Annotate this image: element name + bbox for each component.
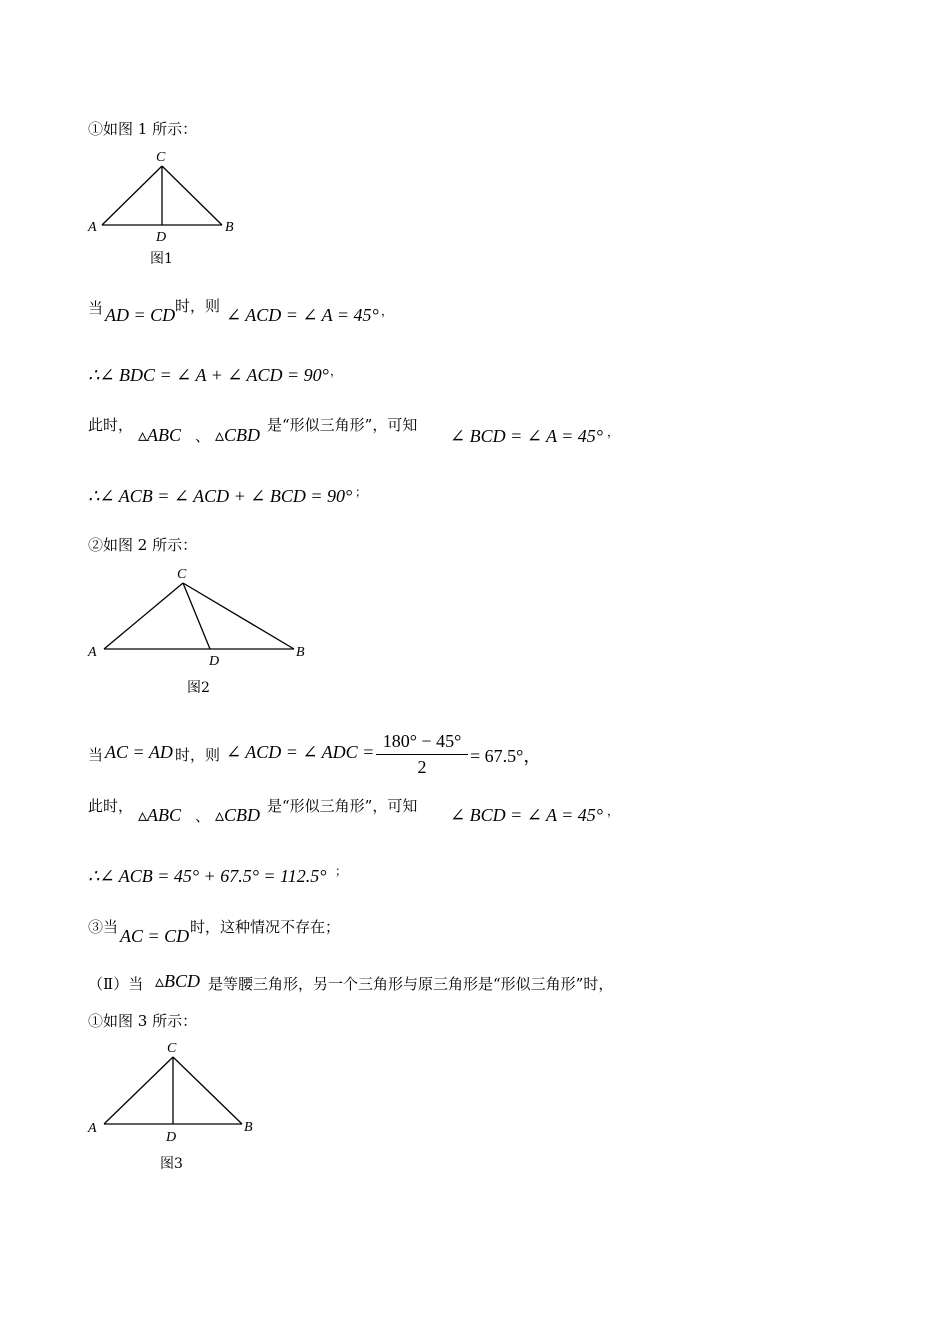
fig2-label-d: D [209,654,220,669]
line5-eq: ∠ ACD = ∠ ADC = [226,742,375,762]
line4-end: ； [355,485,368,499]
line4-eq: ∴∠ ACB = ∠ ACD + ∠ BCD = 90° [88,486,353,506]
fig1-label-b: B [225,220,234,235]
fig3-label-a: A [88,1121,97,1136]
line8-mid: 时，这种情况不存在； [190,918,341,936]
line8-cond: AC = CD [120,926,190,946]
fig2-label-c: C [177,567,187,582]
line1-end: ， [381,304,394,318]
line5-result: = 67.5°， [470,746,542,766]
line6-end: ， [607,804,620,818]
fig2-caption: 图2 [187,680,210,696]
fig2-intro: ②如图 2 所示： [88,536,198,554]
line6-eq: ∠ BCD = ∠ A = 45° [450,805,603,825]
fig1-label-d: D [156,230,167,245]
figure-3 [82,1036,272,1152]
line6-triangle-abc: ▵ABC [138,805,182,825]
line5-pre: 当 [88,746,104,764]
fig3-caption: 图3 [160,1156,183,1172]
figure-2 [82,562,322,674]
fig2-label-b: B [296,645,305,660]
line2-eq: ∴∠ BDC = ∠ A + ∠ ACD = 90° [88,365,329,385]
line5-cond: AC = AD [105,742,173,762]
line3-triangle-cbd: ▵CBD [215,425,261,445]
line6-pre: 此时， [88,797,134,815]
line7-eq: ∴∠ ACB = 45° + 67.5° = 112.5° [88,866,327,886]
line6-mid: 是“形似三角形”，可知 [267,797,418,815]
line9-rest: 是等腰三角形，另一个三角形与原三角形是“形似三角形”时， [208,975,614,993]
line3-triangle-abc: ▵ABC [138,425,182,445]
line8-pre: ③当 [88,918,119,936]
fig3-label-d: D [166,1130,177,1145]
line1-pre: 当 [88,299,104,317]
line2-end: ， [330,364,343,378]
fig1-label-c: C [156,150,166,165]
line7-end: ； [335,864,348,878]
line1-eq: ∠ ACD = ∠ A = 45° [226,305,379,325]
figure-1 [82,145,252,245]
fraction-bar [376,754,468,755]
line3-end: ， [607,425,620,439]
line3-eq: ∠ BCD = ∠ A = 45° [450,426,603,446]
line3-mid: 是“形似三角形”，可知 [267,416,418,434]
line5-mid: 时，则 [175,746,221,764]
fig1-intro: ①如图 1 所示： [88,120,198,138]
fig2-label-a: A [88,645,97,660]
line6-triangle-cbd: ▵CBD [215,805,261,825]
fig3-label-c: C [167,1041,177,1056]
line1-cond: AD = CD [105,305,176,325]
fig3-label-b: B [244,1120,253,1135]
line5-numerator: 180° − 45° [382,731,462,751]
line9-pre: （Ⅱ）当 [88,975,144,993]
fig3-intro: ①如图 3 所示： [88,1012,198,1030]
line9-triangle-bcd: ▵BCD [155,971,201,991]
line5-denominator: 2 [417,757,427,777]
line3-pre: 此时， [88,416,134,434]
line3-sep: 、 [195,427,211,445]
line1-mid: 时，则 [175,297,221,315]
fig1-caption: 图1 [150,251,173,267]
line5-fraction [376,731,468,778]
line6-sep: 、 [195,807,211,825]
fig1-label-a: A [88,220,97,235]
